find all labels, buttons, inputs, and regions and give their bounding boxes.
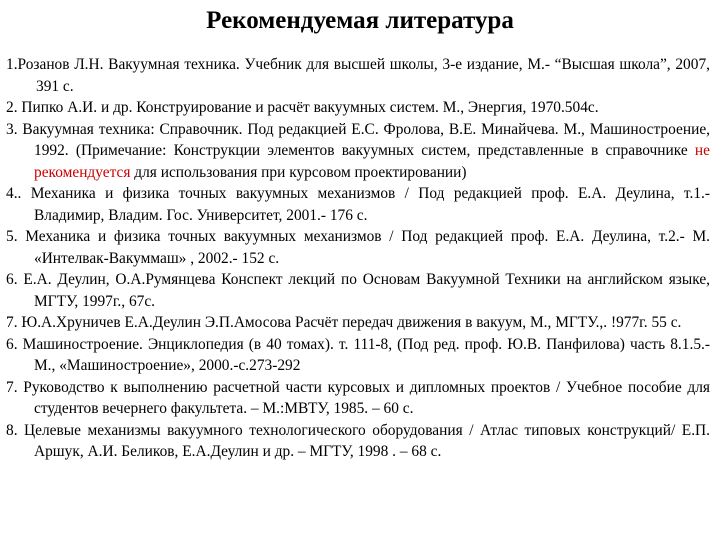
reference-item-3-highlight: не рекомендуется: [34, 142, 710, 181]
reference-item-9: 7. Руководство к выполнению расчетной части курсовых и дипломных проектов / Учебное пособие для студентов вечернего факультета. – М.:МВТУ, 1985. – 60 с.: [6, 378, 710, 417]
reference-item-1: 1.Розанов Л.Н. Вакуумная техника. Учебник для высшей школы, 3-е издание, М.- “Высшая школа”, 2007, 391 с.: [6, 56, 710, 95]
reference-list: [6, 54, 710, 463]
reference-item-10: 8. Целевые механизмы вакуумного технологического оборудования / Атлас типовых конструкций/ Е.П. Аршук, А.И. Беликов, Е.А.Деулин и др. – МГТУ, 1998 . – 68 с.: [6, 421, 710, 460]
reference-item-3-text-after: для использования при курсовом проектировании): [130, 163, 467, 181]
reference-item-4: 4.. Механика и физика точных вакуумных механизмов / Под редакцией проф. Е.А. Деулина, т.1.- Владимир, Владим. Гос. Университет, 2001.- 176 с.: [6, 185, 710, 224]
slide-title: Рекомендуемая литература: [206, 7, 514, 34]
reference-item-6: 6. Е.А. Деулин, О.А.Румянцева Конспект лекций по Основам Вакуумной Техники на английском языке, МГТУ, 1997г., 67с.: [6, 271, 710, 310]
reference-item-3-text-before: 3. Вакуумная техника: Справочник. Под редакцией Е.С. Фролова, В.Е. Минайчева. М., Машиностроение, 1992. (Примечание: Конструкции элементов вакуумных систем, представленные в справочнике: [6, 120, 710, 159]
reference-item-7: 7. Ю.А.Хруничев Е.А.Деулин Э.П.Амосова Расчёт передач движения в вакуум, М., МГТУ.,. !977г. 55 с.: [6, 314, 682, 331]
reference-item-5: 5. Механика и физика точных вакуумных механизмов / Под редакцией проф. Е.А. Деулина, т.2.- М. «Интелвак-Вакуммаш» , 2002.- 152 с.: [6, 228, 710, 267]
reference-item-3: [6, 119, 710, 184]
reference-item-8: 6. Машиностроение. Энциклопедия (в 40 томах). т. 111-8, (Под ред. проф. Ю.В. Панфилова) часть 8.1.5.- М., «Машиностроение», 2000.-с.273-292: [6, 335, 710, 374]
reference-item-2: 2. Пипко А.И. и др. Конструирование и расчёт вакуумных систем. М., Энергия, 1970.504с.: [6, 99, 599, 116]
